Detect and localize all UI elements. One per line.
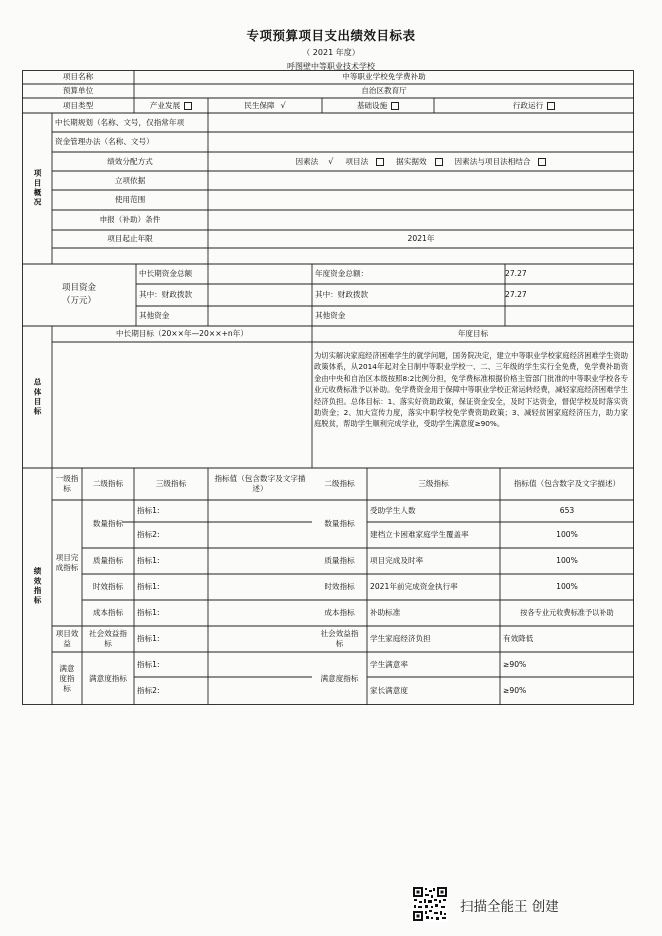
mid-goal-label: 中长期目标（20××年—20××+n年）: [116, 329, 248, 338]
project-type-label: 项目类型: [62, 100, 94, 110]
ind1: 指标1:: [137, 506, 160, 515]
check-mark-icon[interactable]: √: [280, 100, 286, 110]
benefit-indicators: 项目效益: [55, 629, 79, 648]
right-value-5: 有效降低: [503, 634, 534, 643]
budget-unit: 自治区教育厅: [361, 86, 407, 95]
year-goal-label: 年度目标: [457, 329, 489, 338]
right-value-2: 100%: [556, 556, 578, 565]
type-admin: [434, 98, 634, 113]
right-l3-3: 2021年前完成资金执行率: [370, 582, 458, 591]
social-label: 社会效益指标: [89, 629, 127, 648]
form-title: 专项预算项目支出绩效目标表: [246, 28, 416, 43]
h-value-b: 指标值（包含数字及文字描述）: [513, 479, 621, 488]
scanner-watermark: 扫描全能王 创建: [460, 899, 559, 915]
mid-other-label: 其他资金: [139, 311, 170, 320]
timeliness-label: 时效指标: [92, 582, 124, 591]
method-combined: 因素法与项目法相结合: [454, 156, 531, 166]
year-fiscal: 27.27: [505, 290, 527, 299]
year-total: 27.27: [505, 269, 527, 278]
satisfaction-indicators: 满意度指标: [59, 663, 75, 693]
sat-label-b: 满意度指标: [320, 673, 359, 683]
perf-methods: [208, 152, 634, 171]
right-l3-5: 学生家庭经济负担: [370, 634, 431, 643]
cost-label: 成本指标: [92, 608, 124, 617]
mid-fiscal-label: 其中：财政拨款: [139, 290, 193, 299]
type-infrastructure-label: 基础设施: [356, 100, 388, 110]
h-level3-b: 三级指标: [418, 479, 449, 488]
quality-label-b: 质量指标: [324, 556, 355, 565]
year-fiscal-label: 其中：财政拨款: [315, 290, 369, 299]
h-level2-b: 二级指标: [324, 479, 355, 488]
type-livelihood: [208, 98, 322, 113]
method-project: 项目法: [345, 156, 369, 166]
check-mark-icon[interactable]: √: [328, 156, 334, 166]
right-value-0: 653: [559, 506, 575, 515]
right-value-4: 按各专业元收费标准予以补助: [520, 608, 614, 617]
right-value-1: 100%: [556, 530, 578, 539]
plan-label: 中长期规划（名称、文号，仅指常年项: [55, 117, 185, 127]
unit-name: 呼图壁中等职业技术学校: [287, 62, 375, 71]
sat-label: 满意度指标: [89, 673, 127, 683]
type-industry: [134, 98, 208, 113]
fund-method-label: 资金管理办法（名称、文号）: [55, 137, 154, 146]
right-value-3: 100%: [556, 582, 578, 591]
ind2: 指标2:: [137, 686, 160, 695]
right-l3-4: 补助标准: [370, 608, 401, 617]
period-value: 2021年: [407, 234, 435, 243]
h-value: 指标值（包含数字及文字描述）: [214, 474, 306, 493]
project-name: 中等职业学校免学费补助: [342, 72, 426, 81]
right-l3-0: 受助学生人数: [370, 506, 416, 515]
method-combined-checkbox[interactable]: [538, 158, 546, 166]
type-infrastructure: [322, 98, 434, 113]
type-industry-checkbox[interactable]: [184, 102, 192, 110]
method-project-checkbox[interactable]: [376, 158, 384, 166]
right-l3-2: 项目完成及时率: [370, 556, 424, 565]
type-livelihood-label: 民生保障: [244, 100, 275, 110]
year-total-label: 年度资金总额：: [315, 269, 369, 278]
method-actual-checkbox[interactable]: [435, 158, 443, 166]
quantity-label: 数量指标: [92, 519, 124, 528]
right-l3-6: 学生满意率: [370, 659, 408, 669]
project-name-label: 项目名称: [62, 72, 94, 81]
year-line: （ 2021 年度）: [302, 48, 360, 57]
period-label: 项目起止年限: [107, 234, 153, 243]
ind1: 指标1:: [137, 659, 160, 669]
method-actual: 据实据效: [396, 156, 427, 166]
qr-code-icon: [412, 886, 448, 922]
overview-side-label: 项目概况: [33, 169, 42, 208]
ind1: 指标1:: [137, 634, 160, 643]
social-label-b: 社会效益指标: [320, 629, 359, 648]
cost-label-b: 成本指标: [324, 608, 355, 617]
type-admin-checkbox[interactable]: [547, 102, 555, 110]
right-l3-7: 家长满意度: [370, 686, 408, 695]
scope-label: 使用范围: [114, 195, 146, 204]
ind1: 指标1:: [137, 582, 160, 591]
h-level2: 二级指标: [92, 479, 124, 488]
year-goal-text: 为切实解决家庭经济困难学生的就学问题，国务院决定，建立中等职业学校家庭经济困难学生资助政策体系，从2014年起对全日制中等职业学校一、二、三年级的学生实行全免费，免学费补助资金由中央和自治区本级按照8:2比例分担，免学费标准根据价格主管部门批准的中等职业学校各专业元收费标准予以补助。免学费资金用于保障中等职业学校正常运转经费，减轻家庭经济困难学生经济负担。总体目标：1、落实好资助政策，保证资金安全，及时下达资金，督促学校及时落实资助资金；2、加大宣传力度，落实中职学校免学费资助政策；3、减轻贫困家庭经济压力，助力家庭脱贫，帮助学生顺利完成学业，受助学生满意度≥90%。: [314, 351, 628, 429]
quantity-label-b: 数量指标: [324, 519, 355, 528]
funds-label: 项目资金 （万元）: [61, 283, 96, 306]
mid-total-label: 中长期资金总额: [139, 269, 193, 278]
right-l3-1: 建档立卡困难家庭学生覆盖率: [370, 530, 469, 539]
method-factor: 因素法: [295, 156, 319, 166]
type-infrastructure-checkbox[interactable]: [391, 102, 399, 110]
timeliness-label-b: 时效指标: [324, 582, 355, 591]
budget-unit-label: 预算单位: [62, 86, 94, 95]
h-level1: 一级指标: [55, 474, 79, 493]
apply-label: 申报（补助）条件: [99, 215, 161, 224]
completion-indicators: 项目完成指标: [55, 553, 79, 572]
perf-method-label: 绩效分配方式: [107, 156, 153, 166]
basis-label: 立项依据: [114, 175, 146, 185]
right-value-6: ≥90%: [503, 659, 527, 669]
ind1: 指标1:: [137, 608, 160, 617]
ind2: 指标2:: [137, 530, 160, 539]
type-admin-label: 行政运行: [512, 100, 544, 110]
type-industry-label: 产业发展: [149, 100, 181, 110]
performance-table: [22, 70, 634, 705]
ind1: 指标1:: [137, 556, 160, 565]
year-other-label: 其他资金: [315, 311, 346, 320]
quality-label: 质量指标: [92, 556, 124, 565]
right-value-7: ≥90%: [503, 686, 527, 695]
h-level3: 三级指标: [155, 479, 187, 488]
indicators-side-label: 绩效指标: [33, 567, 42, 606]
goals-side-label: 总体目标: [33, 377, 42, 417]
